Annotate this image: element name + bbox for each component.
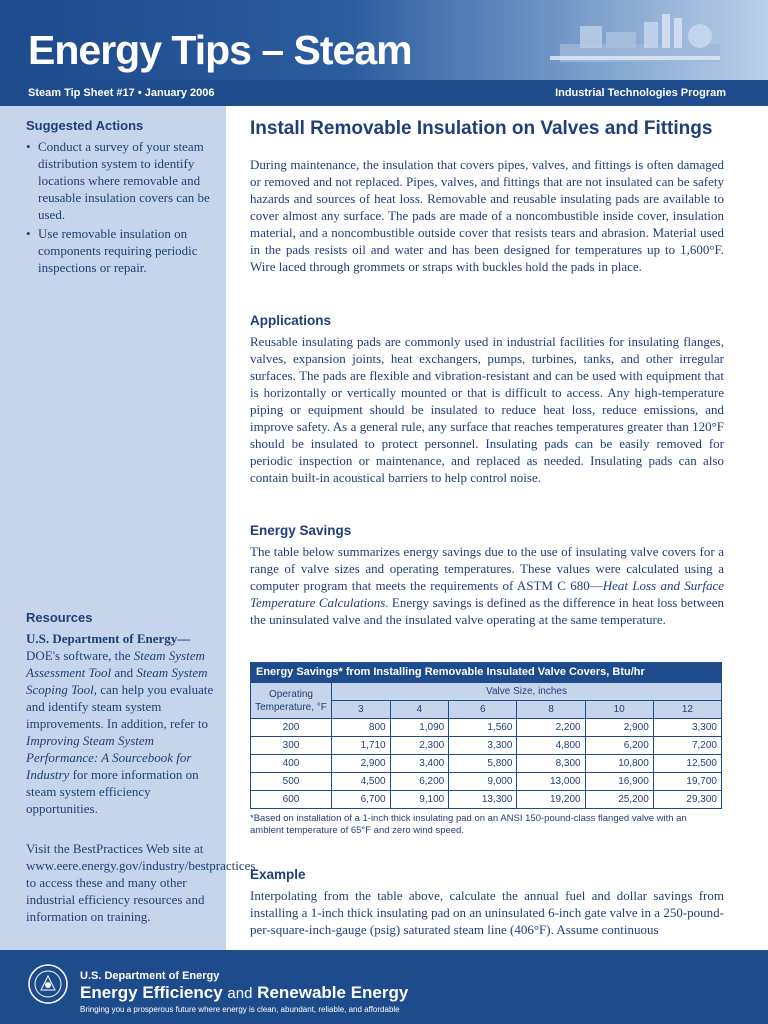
size-header: Valve Size, inches (332, 683, 722, 701)
page-footer (0, 950, 768, 1024)
savings-cell: 4,500 (332, 773, 391, 791)
savings-cell: 2,300 (390, 737, 449, 755)
savings-cell: 13,300 (449, 791, 517, 809)
visit-text: Visit the BestPractices Web site at www.eere.energy.gov/industry/bestpractices to access these and many other industrial efficiency resources and information on training. (26, 841, 256, 924)
temperature-cell: 400 (251, 755, 332, 773)
energy-savings-paragraph (250, 543, 724, 628)
sheet-info: Steam Tip Sheet #17 • January 2006 (28, 87, 215, 99)
savings-cell: 1,090 (390, 719, 449, 737)
valve-size-header: 6 (449, 701, 517, 719)
header-title: Energy Tips – Steam (28, 27, 412, 73)
resources-org: U.S. Department of Energy— (26, 631, 191, 646)
table-row (251, 755, 722, 773)
valve-size-header: 10 (585, 701, 653, 719)
savings-cell: 25,200 (585, 791, 653, 809)
example-paragraph: Interpolating from the table above, calculate the annual fuel and dollar savings from installing a 1-inch thick insulating pad on an uninsulated 6-inch gate valve in a 250-pound-per-square-inch-gauge (psig) saturated steam line (406°F). Assume continuous (250, 888, 724, 937)
suggested-actions-list (26, 138, 216, 278)
savings-cell: 2,900 (585, 719, 653, 737)
savings-text-2: . Energy savings is defined as the difference in heat loss between the uninsulated valve and the insulated valve operating at the same temperature. (250, 595, 724, 627)
temperature-cell: 300 (251, 737, 332, 755)
table-body (251, 719, 722, 809)
list-item: • Use removable insulation on components requiring periodic inspections or repair. (26, 225, 216, 276)
savings-cell: 29,300 (653, 791, 721, 809)
valve-size-header: 4 (390, 701, 449, 719)
footer-department: U.S. Department of Energy (80, 970, 220, 982)
resources-p2: can help you evaluate and identify steam system improvements. In addition, refer to (26, 682, 214, 731)
energy-savings-heading: Energy Savings (250, 523, 352, 538)
sourcebook-title: Improving Steam System Performance: A Sourcebook for Industry (26, 733, 192, 782)
temperature-cell: 500 (251, 773, 332, 791)
savings-cell: 3,300 (653, 719, 721, 737)
tool-name: Steam System Assessment Tool (26, 648, 205, 680)
valve-size-header: 8 (517, 701, 585, 719)
astm-reference: Heat Loss and Surface Temperature Calculations (250, 578, 724, 610)
footer-eere (80, 983, 408, 1003)
savings-cell: 3,300 (449, 737, 517, 755)
savings-cell: 2,200 (517, 719, 585, 737)
savings-grid (250, 682, 722, 809)
header-subbar (0, 80, 768, 106)
temp-header: Operating Temperature, °F (251, 683, 332, 719)
savings-cell: 13,000 (517, 773, 585, 791)
applications-heading: Applications (250, 313, 332, 328)
table-row (251, 773, 722, 791)
resources-heading: Resources (26, 610, 93, 625)
savings-cell: 1,560 (449, 719, 517, 737)
savings-cell: 12,500 (653, 755, 721, 773)
page-header (0, 0, 768, 80)
resources-text (26, 630, 218, 817)
eere-and: and (227, 985, 253, 1002)
savings-cell: 16,900 (585, 773, 653, 791)
savings-cell: 9,000 (449, 773, 517, 791)
temperature-cell: 200 (251, 719, 332, 737)
doe-seal-icon (28, 964, 68, 1004)
resources-p1: DOE's software, the (26, 648, 131, 663)
table-footnote: *Based on installation of a 1-inch thick insulating pad on an ANSI 150-pound-class flanged valve with an ambient temperature of 65°F and zero wind speed. (250, 813, 687, 836)
savings-cell: 6,200 (390, 773, 449, 791)
eere-part-a: Energy Efficiency (80, 983, 223, 1002)
savings-cell: 800 (332, 719, 391, 737)
savings-cell: 7,200 (653, 737, 721, 755)
list-item: • Conduct a survey of your steam distribution system to identify locations where removable and reusable insulation covers can be used. (26, 138, 216, 223)
table-row (251, 719, 722, 737)
resources-and: and (114, 665, 134, 680)
savings-cell: 19,700 (653, 773, 721, 791)
suggested-actions-heading: Suggested Actions (26, 118, 144, 133)
program-name: Industrial Technologies Program (555, 87, 726, 99)
page-title: Install Removable Insulation on Valves and Fittings (250, 118, 713, 139)
example-heading: Example (250, 867, 306, 882)
savings-cell: 5,800 (449, 755, 517, 773)
savings-cell: 4,800 (517, 737, 585, 755)
savings-cell: 10,800 (585, 755, 653, 773)
industrial-plant-illustration (540, 4, 730, 74)
footer-tagline: Bringing you a prosperous future where energy is clean, abundant, reliable, and affordable (80, 1005, 400, 1014)
valve-size-header: 3 (332, 701, 391, 719)
tool-name: Steam System Scoping Tool, (26, 665, 208, 697)
savings-cell: 9,100 (390, 791, 449, 809)
eere-part-b: Renewable Energy (257, 983, 409, 1002)
table-title: Energy Savings* from Installing Removable Insulated Valve Covers, Btu/hr (250, 662, 722, 682)
valve-size-header: 12 (653, 701, 721, 719)
resources-p3: for more information on steam system efficiency opportunities. (26, 767, 199, 816)
savings-cell: 6,700 (332, 791, 391, 809)
savings-cell: 6,200 (585, 737, 653, 755)
intro-paragraph: During maintenance, the insulation that covers pipes, valves, and fittings is often damaged or removed and not replaced. Pipes, valves, and fittings that are not insulated can be safety hazards and sources of heat loss. Removable and reusable insulating pads are available to cover almost any surface. The pads are made of a noncombustible inside cover, insulation material, and a noncombustible outside cover that resists tears and abrasion. Material used in the pads resists oil and water and has been designed for temperatures up to 1,600°F. Wire laced through grommets or straps with buckles hold the pads in place. (250, 157, 724, 274)
savings-cell: 3,400 (390, 755, 449, 773)
savings-cell: 1,710 (332, 737, 391, 755)
savings-text-1: The table below summarizes energy savings due to the use of insulating valve covers for a range of valve sizes and operating temperatures. These values were calculated using a computer program that meets the requirements of ASTM C 680— (250, 544, 724, 593)
savings-cell: 19,200 (517, 791, 585, 809)
table-row (251, 791, 722, 809)
applications-paragraph: Reusable insulating pads are commonly used in industrial facilities for insulating flanges, valves, expansion joints, heat exchangers, pumps, turbines, tanks, and other irregular surfaces. The pads are flexible and vibration-resistant and can be used with equipment that is horizontally or vertically mounted or that is difficult to access. Any high-temperature piping or equipment should be insulated to reduce heat loss, reduce emissions, and improve safety. As a general rule, any surface that reaches temperatures greater than 120°F should be insulated to protect personnel. Insulating pads can be easily removed for periodic inspection or maintenance, and replaced as needed. Insulating pads can also contain built-in acoustical barriers to help control noise. (250, 334, 724, 485)
temperature-cell: 600 (251, 791, 332, 809)
savings-cell: 8,300 (517, 755, 585, 773)
savings-cell: 2,900 (332, 755, 391, 773)
table-row (251, 737, 722, 755)
energy-savings-table (250, 662, 722, 837)
